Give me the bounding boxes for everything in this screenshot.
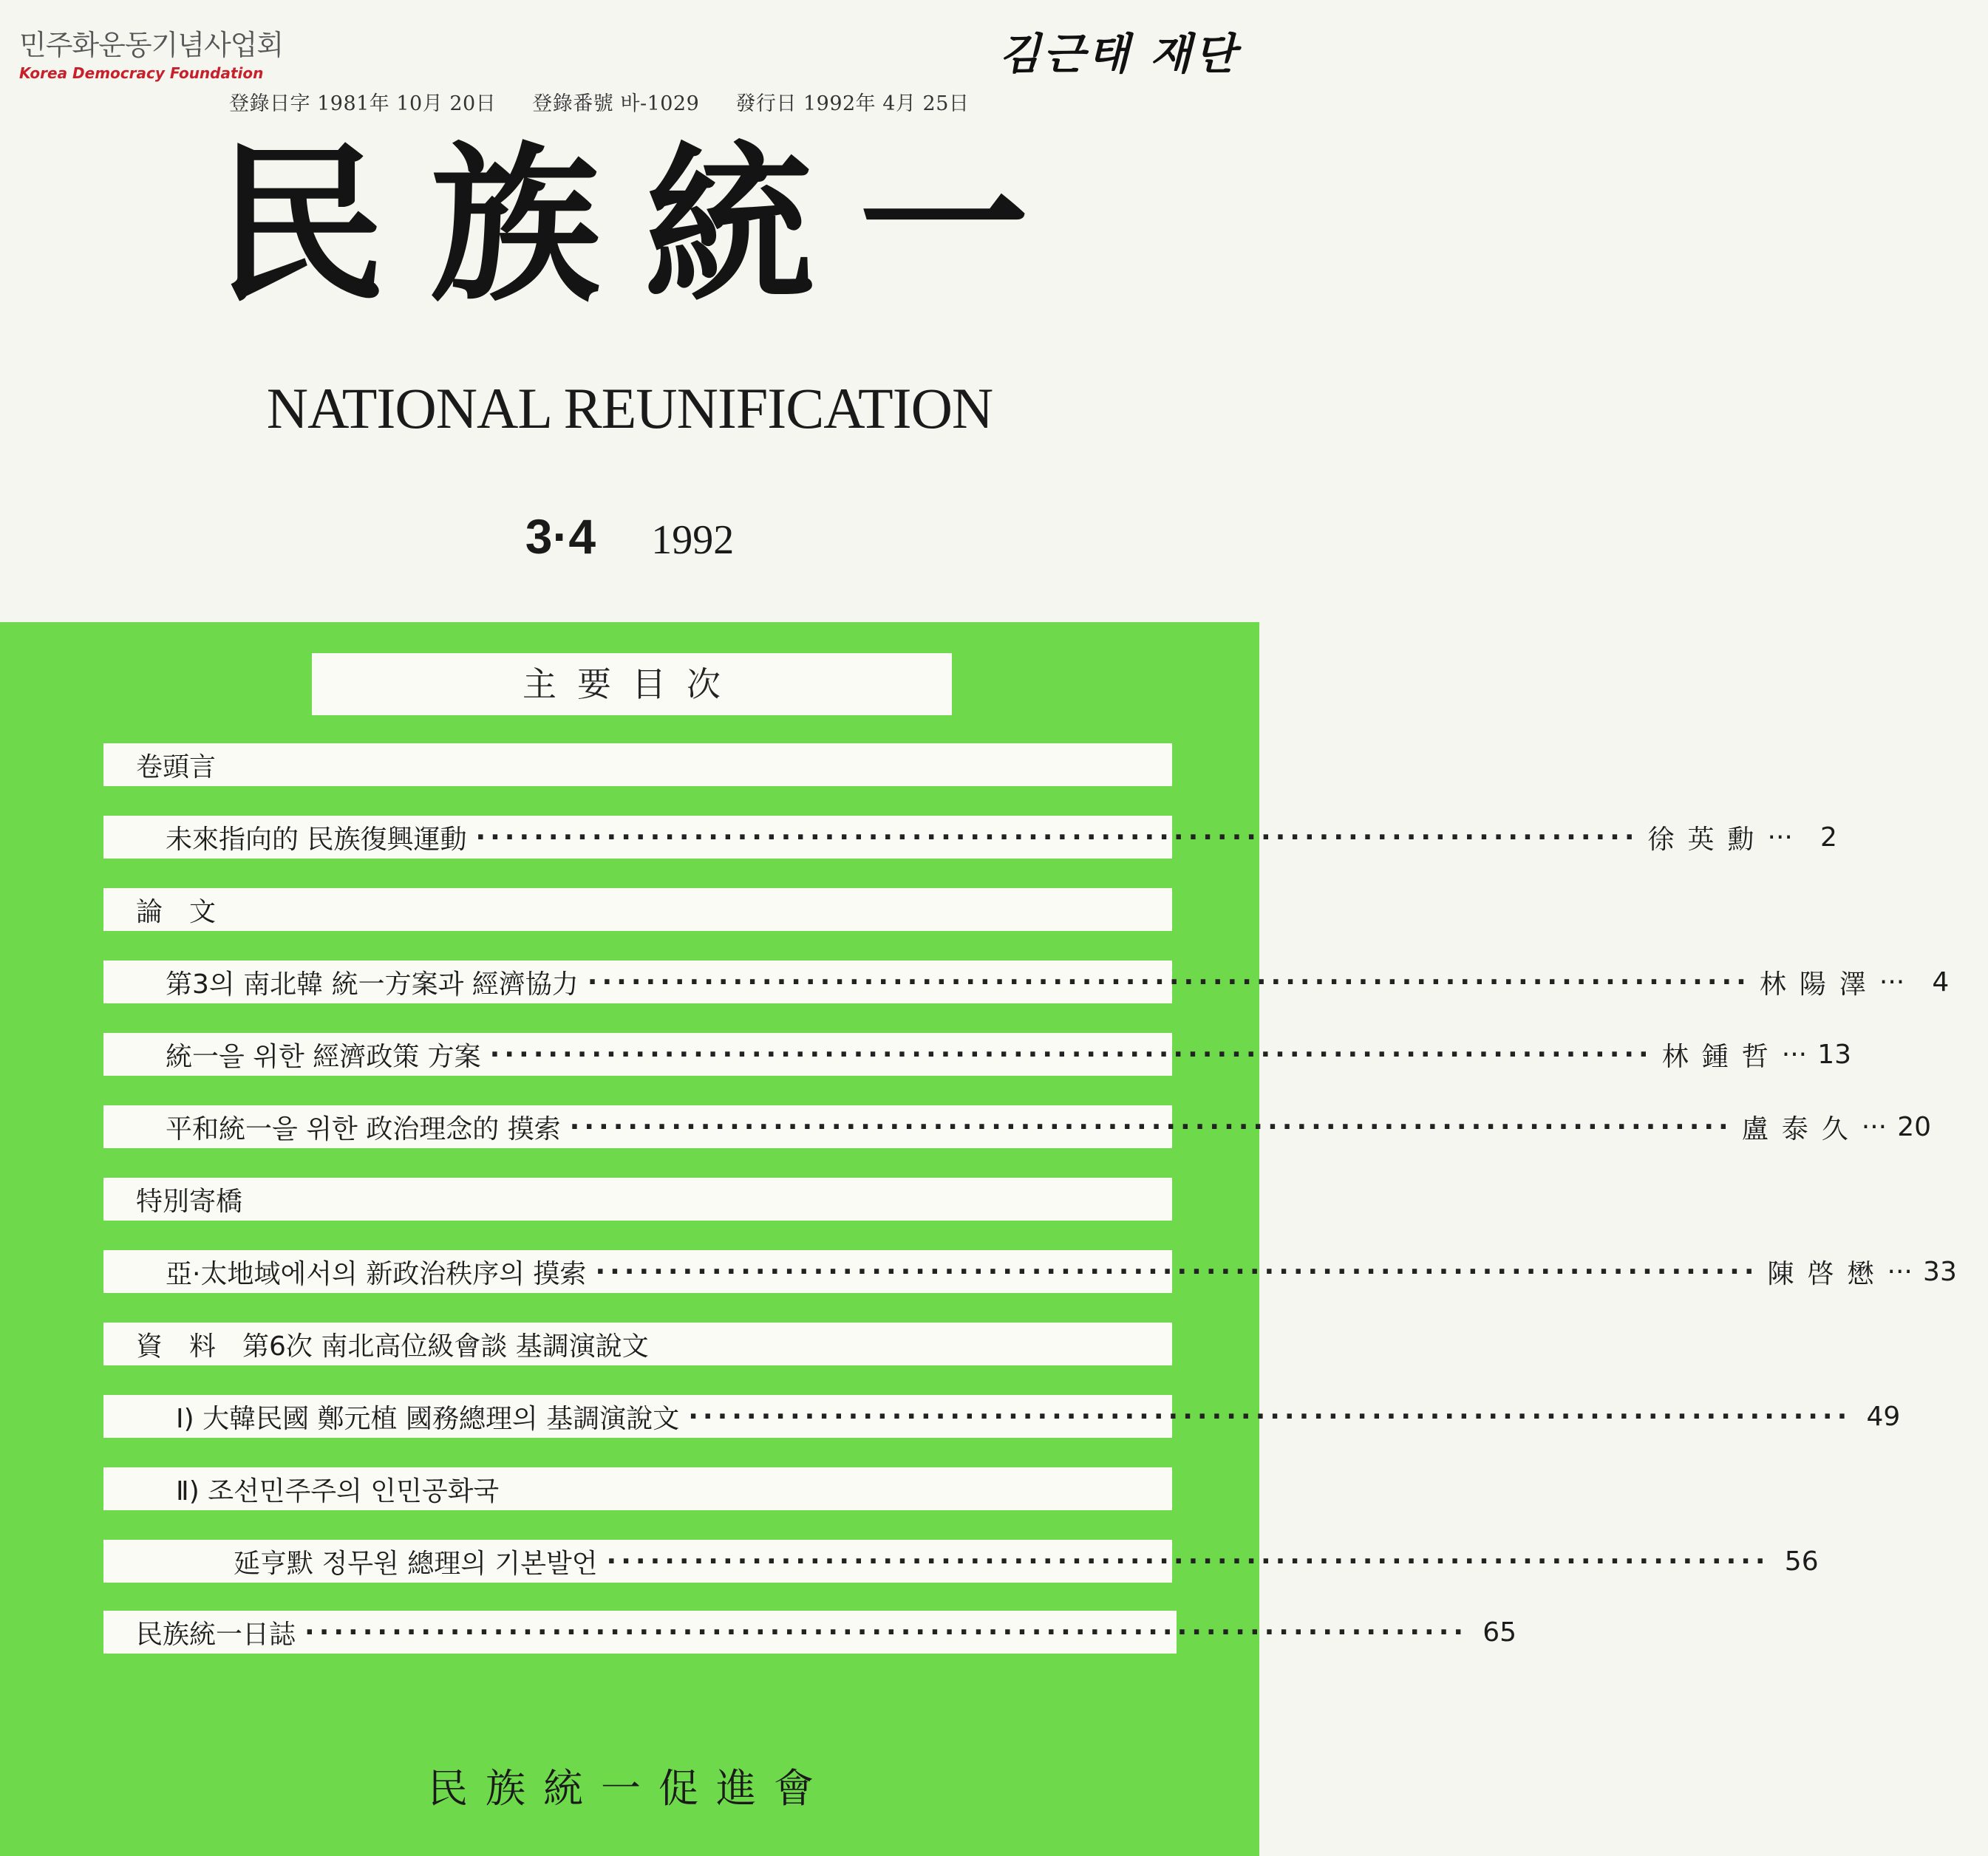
toc-title: Ⅱ) 조선민주주의 인민공화국 xyxy=(176,1475,500,1507)
toc-title: 資 料 第6次 南北高位級會談 基調演說文 xyxy=(136,1331,649,1362)
toc-row xyxy=(103,743,1172,786)
logo-english: Korea Democracy Foundation xyxy=(19,64,264,82)
toc-leader-dots: ················································································ xyxy=(489,1039,1653,1070)
foundation-logo xyxy=(19,22,283,82)
toc-ellipsis: ··· xyxy=(1767,822,1793,853)
toc-ellipsis: ··· xyxy=(1861,1111,1887,1142)
toc-row xyxy=(103,1033,1852,1076)
toc-title: 亞·太地域에서의 新政治秩序의 摸索 xyxy=(166,1258,587,1289)
toc-title: 論 文 xyxy=(136,896,217,927)
toc-row xyxy=(103,816,1837,859)
toc-page-number: 49 xyxy=(1866,1401,1901,1432)
toc-ellipsis: ··· xyxy=(1781,1039,1808,1070)
toc-title: Ⅰ) 大韓民國 鄭元植 國務總理의 基調演說文 xyxy=(176,1403,680,1434)
signature-stamp: 김근태 재단 xyxy=(998,29,1239,79)
toc-title: 卷頭言 xyxy=(136,751,217,782)
registration-date: 登錄日字 1981年 10月 20日 xyxy=(229,92,497,115)
toc-title: 第3의 南北韓 統一方案과 經濟協力 xyxy=(166,969,579,1000)
toc-leader-dots: ················································································ xyxy=(475,822,1639,853)
toc-row xyxy=(103,1250,1957,1293)
toc-title: 統一을 위한 經濟政策 方案 xyxy=(166,1041,481,1072)
toc-page-number: 56 xyxy=(1784,1546,1819,1577)
toc-leader-dots: ················································································ xyxy=(595,1256,1759,1287)
toc-row xyxy=(103,1105,1932,1148)
toc-title: 特別寄橋 xyxy=(136,1186,243,1217)
toc-page-number: 2 xyxy=(1820,822,1837,853)
toc-row xyxy=(103,1395,1901,1438)
toc-author: 林鍾哲 xyxy=(1661,1041,1782,1072)
toc-author: 徐英勳 xyxy=(1647,824,1768,855)
toc-leader-dots: ················································································ xyxy=(587,966,1751,997)
publisher: 民族統一促進會 xyxy=(428,1765,831,1812)
toc-leader-dots: ················································································ xyxy=(304,1617,1468,1648)
toc-ellipsis: ··· xyxy=(1887,1256,1913,1287)
contents-panel xyxy=(0,622,1259,1856)
toc-page-number: 33 xyxy=(1923,1256,1957,1287)
issue-year: 1992 xyxy=(651,517,735,563)
toc-author: 盧泰久 xyxy=(1741,1113,1862,1144)
toc-heading: 主要目次 xyxy=(312,653,952,715)
logo-korean: 민주화운동기념사업회 xyxy=(19,29,284,61)
registration-number: 登錄番號 바-1029 xyxy=(532,92,700,115)
toc-row xyxy=(103,1467,1172,1510)
toc-ellipsis: ··· xyxy=(1879,966,1905,997)
toc-page-number: 65 xyxy=(1483,1617,1517,1648)
toc-page-number: 13 xyxy=(1817,1039,1852,1070)
toc-title: 未來指向的 民族復興運動 xyxy=(166,824,467,855)
toc-row xyxy=(103,1178,1172,1221)
toc-leader-dots: ················································································ xyxy=(688,1401,1852,1432)
toc-title: 延亨默 정무원 總理의 기본발언 xyxy=(234,1548,598,1579)
toc-row xyxy=(103,1540,1819,1583)
toc-title: 民族統一日誌 xyxy=(136,1619,296,1650)
registration-line xyxy=(229,87,1042,116)
toc-leader-dots: ················································································ xyxy=(606,1546,1770,1577)
publish-date: 發行日 1992年 4月 25日 xyxy=(735,92,970,115)
toc-row xyxy=(103,888,1172,931)
toc-leader-dots: ················································································ xyxy=(569,1111,1733,1142)
issue-number: 3·4 xyxy=(525,509,596,564)
toc-row xyxy=(103,961,1950,1003)
toc-row xyxy=(103,1611,1517,1654)
toc-author: 陳啓懋 xyxy=(1767,1258,1887,1289)
toc-page-number: 4 xyxy=(1932,966,1950,997)
toc-page-number: 20 xyxy=(1897,1111,1932,1142)
toc-author: 林陽澤 xyxy=(1759,969,1879,1000)
toc-title: 平和統一을 위한 政治理念的 摸索 xyxy=(166,1113,561,1144)
issue-line xyxy=(0,508,1259,564)
magazine-title-english: NATIONAL REUNIFICATION xyxy=(266,376,993,440)
magazine-title-hanja: 民族統一 xyxy=(216,126,1073,325)
toc-row xyxy=(103,1323,1172,1365)
